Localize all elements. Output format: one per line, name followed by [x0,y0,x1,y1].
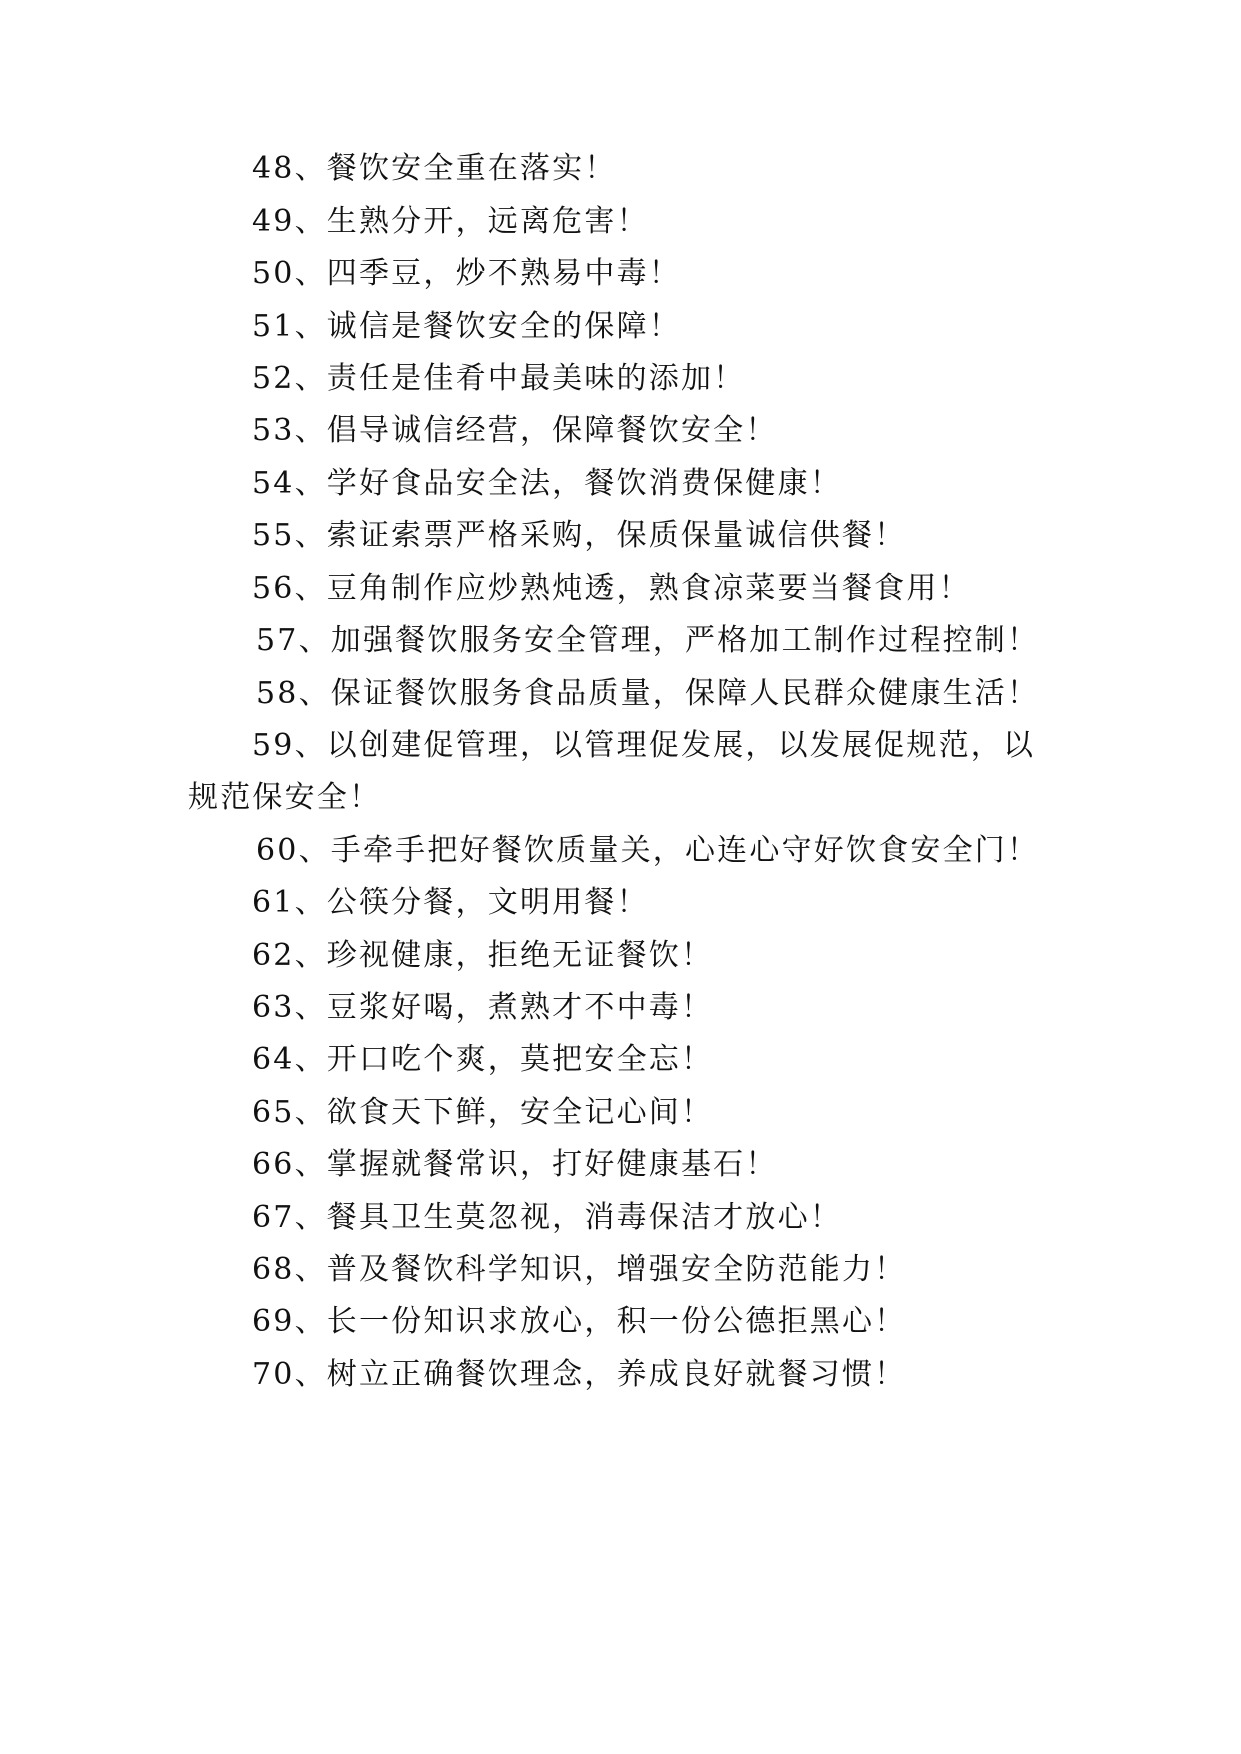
slogan-line-56: 56、豆角制作应炒熟炖透，熟食凉菜要当餐食用！ [252,571,971,606]
slogan-line-53: 53、倡导诚信经营，保障餐饮安全！ [252,413,778,448]
slogan-line-61: 61、公筷分餐，文明用餐！ [252,885,649,920]
slogan-line-54: 54、学好食品安全法，餐饮消费保健康！ [252,466,842,501]
slogan-line-63: 63、豆浆好喝，煮熟才不中毒！ [252,990,714,1025]
slogan-line-67: 67、餐具卫生莫忽视，消毒保洁才放心！ [252,1200,842,1235]
slogan-line-50: 50、四季豆，炒不熟易中毒！ [252,256,681,291]
slogan-line-55: 55、索证索票严格采购，保质保量诚信供餐！ [252,518,907,553]
slogan-line-69: 69、长一份知识求放心，积一份公德拒黑心！ [252,1304,907,1339]
slogan-line-62: 62、珍视健康，拒绝无证餐饮！ [252,938,714,973]
slogan-line-65: 65、欲食天下鲜，安全记心间！ [252,1095,714,1130]
slogan-line-66: 66、掌握就餐常识，打好健康基石！ [252,1147,778,1182]
slogan-line-57: 57、加强餐饮服务安全管理，严格加工制作过程控制！ [256,623,1040,658]
slogan-line-60: 60、手牵手把好餐饮质量关，心连心守好饮食安全门！ [256,833,1040,868]
slogan-line-48: 48、餐饮安全重在落实！ [252,151,617,186]
slogan-line-51: 51、诚信是餐饮安全的保障！ [252,309,681,344]
slogan-line-59: 59、以创建促管理，以管理促发展，以发展促规范，以 [252,728,1036,763]
slogan-line-64: 64、开口吃个爽，莫把安全忘！ [252,1042,714,1077]
slogan-line-70: 70、树立正确餐饮理念，养成良好就餐习惯！ [252,1357,907,1392]
slogan-line-59-continued: 规范保安全！ [188,780,382,815]
slogan-line-49: 49、生熟分开，远离危害！ [252,204,649,239]
slogan-line-58: 58、保证餐饮服务食品质量，保障人民群众健康生活！ [256,676,1040,711]
slogan-line-52: 52、责任是佳肴中最美味的添加！ [252,361,746,396]
slogan-line-68: 68、普及餐饮科学知识，增强安全防范能力！ [252,1252,907,1287]
